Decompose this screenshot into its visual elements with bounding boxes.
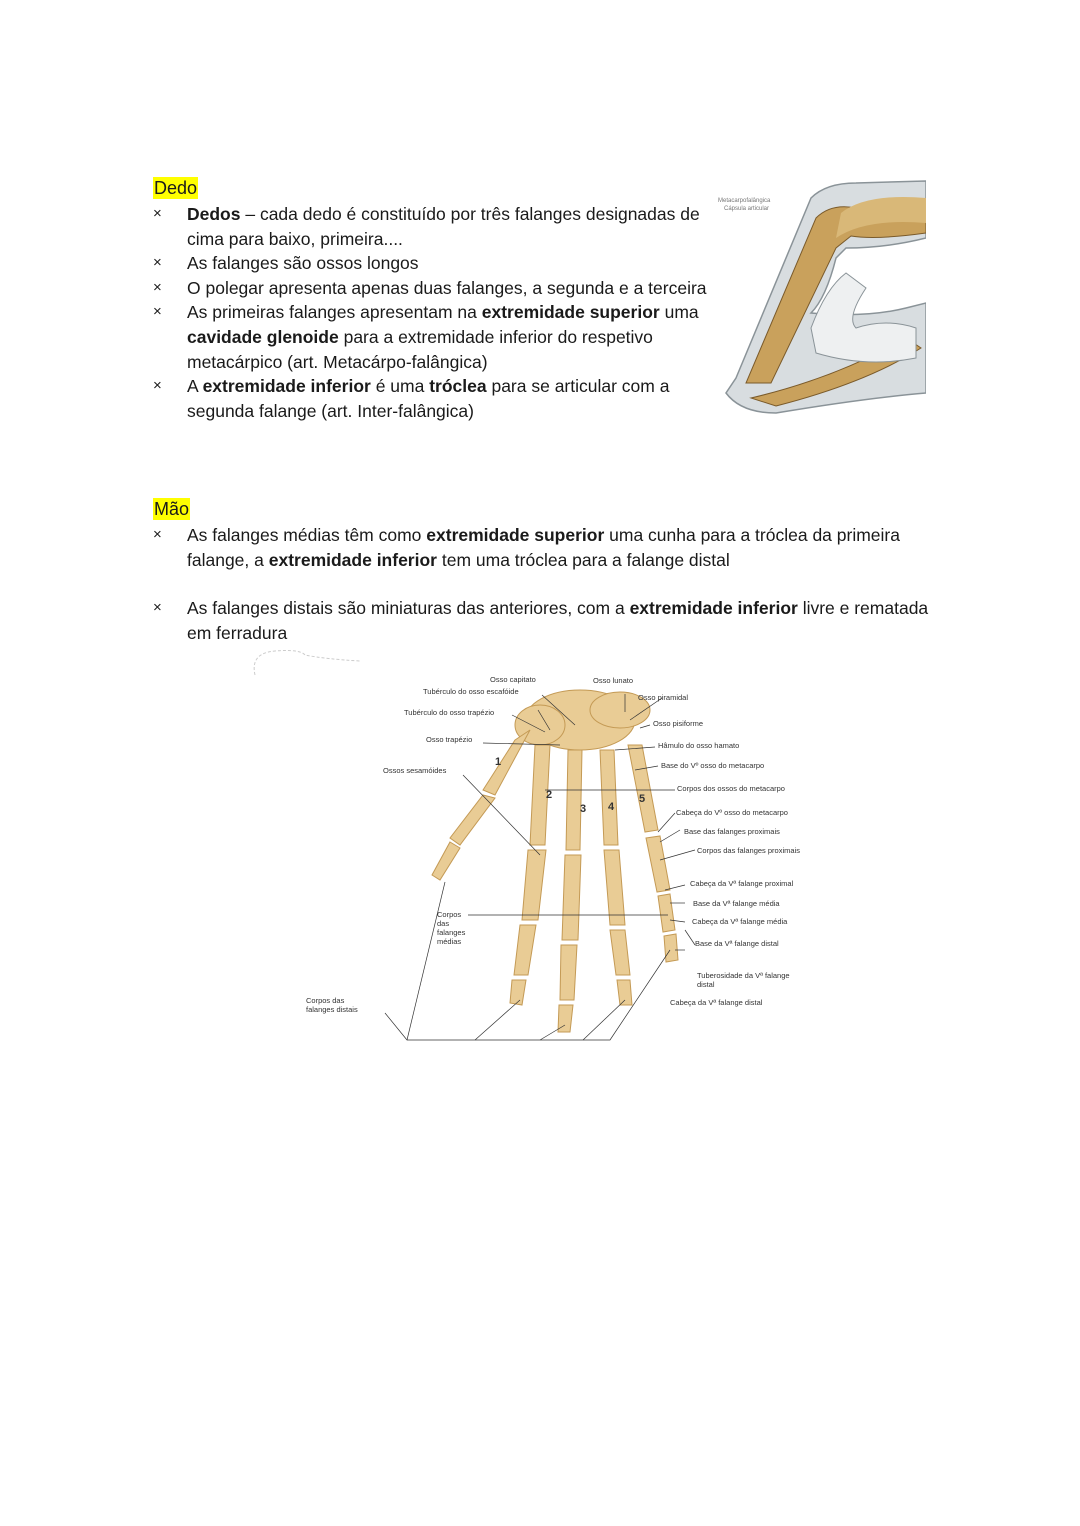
label-base-v-falange-media: Base da Vª falange média	[693, 899, 780, 908]
bullet-item	[153, 300, 713, 374]
label-hamulo-hamato: Hâmulo do osso hamato	[658, 741, 740, 750]
text-run: – cada dedo é constituído por três falanges designadas de cima para baixo, primeira....	[187, 204, 700, 249]
label-tuberculo-escafoide: Tubérculo do osso escafóide	[423, 687, 519, 696]
text-run: uma cunha para a tróclea da primeira falange, a	[187, 525, 900, 570]
text-run: livre e rematada em ferradura	[187, 598, 929, 643]
label-corpos-falanges-proximais: Corpos das falanges proximais	[697, 846, 800, 855]
mao-bullet-list	[153, 523, 933, 645]
text-run: As falanges são ossos longos	[187, 253, 419, 274]
finger-label-capsula: Cápsula articular	[724, 206, 770, 212]
label-tuberculo-trapezio: Tubérculo do osso trapézio	[404, 708, 495, 717]
text-run: As primeiras falanges apresentam na	[187, 302, 482, 323]
bullet-item	[153, 251, 713, 276]
text-run: para a extremidade inferior do respetivo metacárpico (art. Metacárpo-falângica)	[187, 326, 653, 372]
label-osso-lunato: Osso lunato	[593, 676, 634, 685]
text-run: A	[187, 376, 203, 397]
bold-term: extremidade inferior	[268, 549, 437, 570]
label-cabeca-v-falange-proximal: Cabeça da Vª falange proximal	[690, 879, 794, 888]
text-run: As falanges médias têm como	[187, 525, 427, 545]
label-cabeca-v-falange-media: Cabeça da Vª falange média	[692, 917, 788, 926]
label-base-v-falange-distal: Base da Vª falange distal	[695, 939, 779, 948]
dedo-bullet-list	[153, 202, 713, 423]
text-run: é uma	[370, 376, 430, 397]
bullet-item	[153, 202, 713, 251]
finger-number-2: 2	[546, 789, 553, 801]
bullet-item	[153, 374, 713, 423]
label-base-v-metacarpo: Base do Vº osso do metacarpo	[661, 761, 765, 770]
finger-section-figure	[716, 178, 926, 423]
label-corpos-metacarpo: Corpos dos ossos do metacarpo	[677, 784, 785, 793]
text-run: As falanges distais são miniaturas das anteriores, com a	[187, 598, 630, 619]
bold-term: extremidade inferior	[629, 598, 798, 619]
label-ossos-sesamoides: Ossos sesamóides	[383, 766, 447, 775]
bullet-item	[153, 596, 933, 645]
bullet-item	[153, 523, 933, 572]
bullet-x-icon: ×	[153, 526, 162, 543]
label-corpos-falanges-medias: Corpos das falanges médias	[437, 910, 466, 946]
label-osso-capitato: Osso capitato	[490, 675, 536, 684]
finger-label-metacarpofalangica: Metacarpofalângica	[718, 198, 771, 204]
label-osso-piramidal: Osso piramidal	[638, 693, 689, 702]
text-run: uma	[659, 302, 699, 323]
bullet-x-icon: ×	[153, 303, 162, 321]
bold-term: extremidade superior	[426, 525, 605, 545]
section-heading-mao: Mão	[154, 499, 190, 519]
finger-number-4: 4	[608, 801, 615, 813]
label-corpos-falanges-distais: Corpos das falanges distais	[306, 996, 358, 1014]
text-run: para se articular com a segunda falange (art. Inter-falângica)	[187, 376, 670, 421]
bullet-x-icon: ×	[153, 377, 162, 395]
label-osso-trapezio: Osso trapézio	[426, 735, 473, 744]
bold-term: tróclea	[429, 376, 487, 397]
text-run: tem uma tróclea para a falange distal	[436, 549, 730, 570]
label-cabeca-v-falange-distal: Cabeça da Vª falange distal	[670, 998, 763, 1007]
text-run: O polegar apresenta apenas duas falanges, a segunda e a terceira	[187, 277, 707, 298]
bullet-x-icon: ×	[153, 278, 162, 296]
finger-number-3: 3	[580, 803, 587, 815]
label-osso-pisiforme: Osso pisiforme	[653, 719, 704, 728]
label-cabeca-v-metacarpo: Cabeça do Vº osso do metacarpo	[676, 808, 788, 817]
bold-term: Dedos	[187, 204, 241, 224]
bold-term: extremidade superior	[481, 302, 660, 323]
hand-skeleton-figure	[300, 670, 830, 1050]
bullet-x-icon: ×	[153, 599, 162, 617]
finger-number-5: 5	[639, 793, 646, 805]
bullet-x-icon: ×	[153, 254, 162, 272]
label-base-falanges-proximais: Base das falanges proximais	[684, 827, 780, 836]
section-heading-dedo: Dedo	[154, 178, 198, 198]
bold-term: cavidade glenoide	[187, 326, 339, 347]
finger-number-1: 1	[495, 756, 502, 768]
bold-term: extremidade inferior	[202, 376, 371, 397]
bullet-x-icon: ×	[153, 205, 162, 222]
bullet-item	[153, 276, 713, 301]
label-tuberosidade-v-falange-distal: Tuberosidade da Vª falange distal	[697, 971, 790, 989]
